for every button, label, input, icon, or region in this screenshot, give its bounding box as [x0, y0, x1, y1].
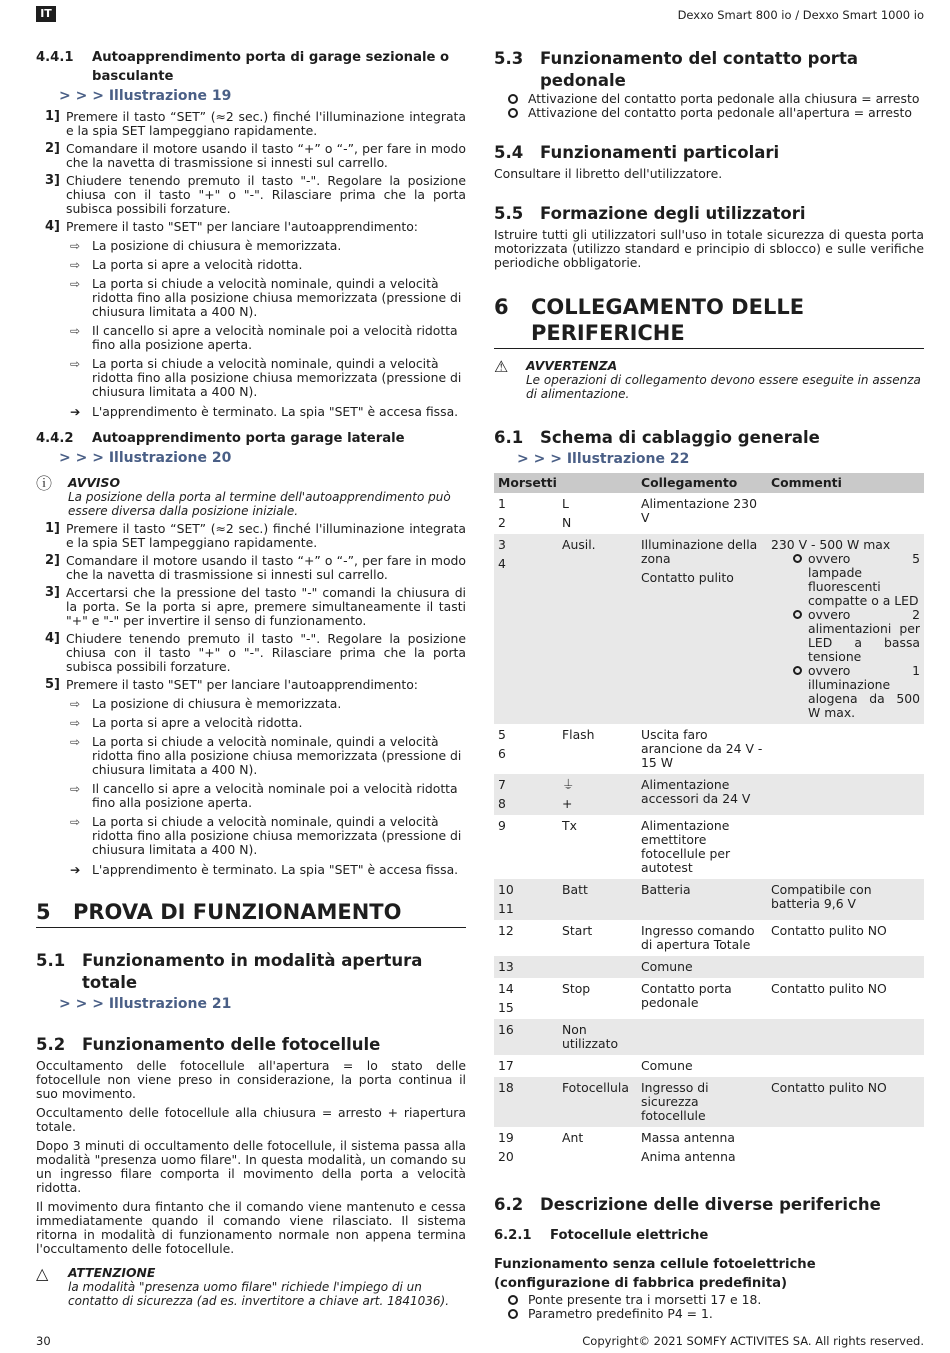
hollow-arrow-icon: ⇨ [70, 277, 81, 291]
result-item [36, 405, 466, 419]
comment-cell [767, 724, 924, 774]
table-header-row [494, 473, 924, 493]
terminal-name: Batt [562, 882, 588, 897]
notice-box [36, 476, 466, 518]
comment-cell [767, 956, 924, 978]
paragraphs [36, 1059, 466, 1256]
warning-body: la modalità "presenza uomo filare" richiede l'impiego di un contatto di sicurezza (ad es. invertitore a chiave art. 1841036). [68, 1280, 450, 1308]
step-item [36, 632, 466, 674]
heading-5-5: 5.5 Formazione degli utilizzatori [494, 204, 806, 223]
warning-heading: ATTENZIONE [68, 1265, 156, 1280]
bullet-list [494, 92, 924, 120]
terminal-number: 13 [498, 959, 514, 974]
terminal-cell [494, 1127, 558, 1168]
warning-box [494, 359, 924, 401]
illustration-ref[interactable]: > > > Illustrazione 21 [59, 996, 232, 1012]
step-number: 3] [45, 173, 60, 188]
connection-text: Ingresso comando di apertura Totale [641, 923, 755, 952]
connection-text: Comune [641, 1058, 693, 1073]
arrow-right-icon: ➔ [70, 404, 81, 419]
bullet-text: Attivazione del contatto porta pedonale all'apertura = arresto [528, 105, 912, 120]
result-item [36, 863, 466, 877]
connection-text: Uscita faro arancione da 24 V - 15 W [641, 727, 763, 770]
terminal-cell [494, 534, 558, 724]
language-badge: IT [36, 6, 56, 22]
running-header: Dexxo Smart 800 io / Dexxo Smart 1000 io [677, 8, 924, 22]
step-number: 4] [45, 219, 60, 234]
bullet-circle-icon [508, 1309, 518, 1319]
comment-bullet [771, 664, 920, 720]
paragraph: Occultamento delle fotocellule alla chiusura = arresto + riapertura totale. [36, 1105, 466, 1134]
connection-text: Alimentazione 230 V [641, 496, 757, 525]
table-row [494, 493, 924, 534]
connection-cell [637, 978, 767, 1019]
comment-cell [767, 879, 924, 920]
illustration-ref[interactable]: > > > Illustrazione 19 [59, 88, 232, 104]
chapter-heading: 6 COLLEGAMENTO DELLE PERIFERICHE [494, 294, 924, 349]
terminal-number: 5 [498, 727, 506, 742]
bullet-circle-icon [793, 554, 802, 563]
terminal-number: 15 [498, 1000, 514, 1015]
table-row [494, 956, 924, 978]
bullet-circle-icon [508, 94, 518, 104]
connection-cell [637, 1055, 767, 1077]
terminal-name-cell [558, 815, 637, 879]
connection-cell [637, 1019, 767, 1055]
substep-item [36, 697, 466, 711]
warning-triangle-icon: ⚠ [494, 357, 509, 376]
bullet-text: Ponte presente tra i morsetti 17 e 18. [528, 1292, 762, 1307]
substep-text: La porta si apre a velocità ridotta. [92, 257, 303, 272]
substep-text: La posizione di chiusura è memorizzata. [92, 696, 342, 711]
terminal-number: 1 [498, 496, 506, 511]
comment-cell [767, 920, 924, 956]
terminal-name-cell [558, 534, 637, 724]
connection-text: Contatto porta pedonale [641, 981, 732, 1010]
terminal-number: 3 [498, 537, 506, 552]
substep-item [36, 735, 466, 777]
notice-heading: AVVISO [68, 475, 120, 490]
terminal-number: 19 [498, 1130, 514, 1145]
terminal-name-cell [558, 879, 637, 920]
terminal-number: 8 [498, 796, 506, 811]
terminal-cell [494, 1055, 558, 1077]
comment-text: Contatto pulito NO [771, 981, 887, 996]
wiring-table [494, 473, 924, 1168]
heading-5-1: 5.1 Funzionamento in modalità apertura totale [36, 951, 423, 992]
bullet-item [494, 106, 924, 120]
terminal-cell [494, 774, 558, 815]
terminal-name: ⏚ [562, 777, 575, 792]
table-row [494, 1127, 924, 1168]
connection-text: Illuminazione della zona [641, 537, 758, 566]
substep-text: Il cancello si apre a velocità nominale poi a velocità ridotta fino alla posizione aperta. [92, 781, 458, 810]
terminal-name-cell [558, 920, 637, 956]
comment-text: Contatto pulito NO [771, 923, 887, 938]
connection-cell [637, 534, 767, 724]
step-number: 3] [45, 585, 60, 600]
step-item [36, 678, 466, 692]
illustration-ref[interactable]: > > > Illustrazione 20 [59, 450, 232, 466]
substep-text: La porta si chiude a velocità nominale, quindi a velocità ridotta fino alla posizione chiusa memorizzata (pressione di chiusura limitata a 400 N). [92, 356, 462, 399]
table-row [494, 724, 924, 774]
terminal-number: 20 [498, 1149, 514, 1164]
step-text: Premere il tasto "SET" per lanciare l'autoapprendimento: [66, 219, 418, 234]
comment-text: 230 V - 500 W max [771, 537, 891, 552]
heading-5-3: 5.3 Funzionamento del contatto porta pedonale [494, 49, 858, 90]
terminal-number: 16 [498, 1022, 514, 1037]
comment-bullet [771, 552, 920, 608]
comment-cell [767, 1019, 924, 1055]
table-row [494, 920, 924, 956]
step-number: 5] [45, 677, 60, 692]
terminal-name-cell [558, 956, 637, 978]
bullet-item [494, 1293, 924, 1307]
hollow-arrow-icon: ⇨ [70, 258, 81, 272]
bullet-circle-icon [793, 610, 802, 619]
heading-6-2-1: 6.2.1 Fotocellule elettriche [494, 1228, 709, 1243]
warning-triangle-icon: △ [36, 1264, 49, 1283]
bullet-text: Parametro predefinito P4 = 1. [528, 1306, 713, 1321]
substep-text: La porta si chiude a velocità nominale, quindi a velocità ridotta fino alla posizione chiusa memorizzata (pressione di chiusura limitata a 400 N). [92, 814, 462, 857]
terminal-name: Ant [562, 1130, 584, 1145]
hollow-arrow-icon: ⇨ [70, 815, 81, 829]
terminal-name-cell [558, 978, 637, 1019]
substep-text: La porta si chiude a velocità nominale, quindi a velocità ridotta fino alla posizione chiusa memorizzata (pressione di chiusura limitata a 400 N). [92, 734, 462, 777]
comment-bullet-text: ovvero 2 alimentazioni per LED a bassa tensione [808, 607, 920, 664]
step-text: Comandare il motore usando il tasto “+” o “-”, per fare in modo che la navetta di trasmissione si innesti sul carrello. [66, 141, 466, 170]
terminal-cell [494, 1019, 558, 1055]
warning-body: Le operazioni di collegamento devono essere eseguite in assenza di alimentazione. [526, 373, 921, 401]
column-header: Morsetti [494, 473, 637, 493]
step-item [36, 554, 466, 582]
heading-6-2: 6.2 Descrizione delle diverse periferiche [494, 1195, 881, 1214]
terminal-number: 2 [498, 515, 506, 530]
hollow-arrow-icon: ⇨ [70, 357, 81, 371]
terminal-name-cell [558, 724, 637, 774]
terminal-name-cell [558, 1055, 637, 1077]
connection-cell [637, 920, 767, 956]
connection-text: Ingresso di sicurezza fotocellule [641, 1080, 709, 1123]
terminal-number: 18 [498, 1080, 514, 1095]
hollow-arrow-icon: ⇨ [70, 782, 81, 796]
page-number: 30 [36, 1334, 51, 1348]
paragraph: Occultamento delle fotocellule all'apertura = lo stato delle fotocellule non viene preso in considerazione, la porta continua il suo movimento. [36, 1058, 466, 1101]
bullet-circle-icon [508, 1295, 518, 1305]
connection-text: Alimentazione emettitore fotocellule per autotest [641, 818, 731, 875]
step-item [36, 220, 466, 234]
arrow-right-icon: ➔ [70, 862, 81, 877]
hollow-arrow-icon: ⇨ [70, 716, 81, 730]
step-text: Chiudere tenendo premuto il tasto "-". Regolare la posizione chiusa con il tasto "+" o "-". Rilasciare prima che la porta subisca possibili forzature. [66, 631, 466, 674]
step-text: Premere il tasto “SET” (≈2 sec.) finché l'illuminazione integrata e la spia SET lampeggiano rapidamente. [66, 109, 466, 138]
paragraph: Dopo 3 minuti di occultamento delle fotocellule, il sistema passa alla modalità "presenza uomo filare". In questa modalità, un comando su un ingresso filare comporta il movimento della porta a velocità ridotta. [36, 1138, 466, 1195]
comment-bullet-text: ovvero 5 lampade fluorescenti compatte o a LED [808, 551, 920, 608]
terminal-name-cell [558, 1127, 637, 1168]
table-row [494, 534, 924, 724]
substep-item [36, 324, 466, 352]
hollow-arrow-icon: ⇨ [70, 239, 81, 253]
warning-heading: AVVERTENZA [526, 358, 618, 373]
connection-cell [637, 1127, 767, 1168]
info-icon: ⓘ [36, 474, 53, 493]
substep-text: La porta si apre a velocità ridotta. [92, 715, 303, 730]
hollow-arrow-icon: ⇨ [70, 324, 81, 338]
terminal-cell [494, 978, 558, 1019]
substep-text: La posizione di chiusura è memorizzata. [92, 238, 342, 253]
terminal-cell [494, 920, 558, 956]
step-number: 1] [45, 521, 60, 536]
substep-item [36, 258, 466, 272]
step-text: Premere il tasto "SET" per lanciare l'autoapprendimento: [66, 677, 418, 692]
left-column [36, 48, 466, 1308]
terminal-name: Ausil. [562, 537, 596, 552]
terminal-name: L [562, 496, 569, 511]
bullet-list [494, 1293, 924, 1321]
result-text: L'apprendimento è terminato. La spia "SET" è accesa fissa. [92, 404, 459, 419]
steps-list [36, 110, 466, 419]
comment-cell [767, 774, 924, 815]
step-text: Chiudere tenendo premuto il tasto "-". Regolare la posizione chiusa con il tasto "+" o "-". Rilasciare prima che la porta subisca possibili forzature. [66, 173, 466, 216]
terminal-name: Flash [562, 727, 595, 742]
substep-item [36, 239, 466, 253]
heading-4-4-1: 4.4.1 Autoapprendimento porta di garage sezionale o basculante [36, 50, 450, 84]
comment-cell [767, 815, 924, 879]
paragraph: Consultare il libretto dell'utilizzatore. [494, 166, 723, 181]
step-item [36, 174, 466, 216]
connection-text: Batteria [641, 882, 691, 897]
step-item [36, 586, 466, 628]
terminal-number: 10 [498, 882, 514, 897]
substep-text: Il cancello si apre a velocità nominale poi a velocità ridotta fino alla posizione aperta. [92, 323, 458, 352]
terminal-name-cell [558, 1019, 637, 1055]
step-number: 2] [45, 553, 60, 568]
hollow-arrow-icon: ⇨ [70, 735, 81, 749]
bullet-text: Attivazione del contatto porta pedonale alla chiusura = arresto [528, 91, 920, 106]
table-row [494, 1019, 924, 1055]
column-header: Collegamento [637, 473, 767, 493]
bullet-item [494, 92, 924, 106]
comment-cell [767, 1055, 924, 1077]
bullet-circle-icon [793, 666, 802, 675]
step-item [36, 522, 466, 550]
connection-cell [637, 493, 767, 534]
paragraph: Istruire tutti gli utilizzatori sull'uso in totale sicurezza di questa porta motorizzata (utilizzo standard e principio di sblocco) e sulle verifiche periodiche obbligatorie. [494, 227, 924, 270]
step-number: 1] [45, 109, 60, 124]
bullet-circle-icon [508, 108, 518, 118]
comment-cell [767, 534, 924, 724]
steps-list [36, 522, 466, 877]
comment-bullet [771, 608, 920, 664]
terminal-name-cell [558, 774, 637, 815]
heading-5-2: 5.2 Funzionamento delle fotocellule [36, 1035, 381, 1054]
connection-text: Anima antenna [641, 1149, 736, 1164]
comment-cell [767, 978, 924, 1019]
terminal-cell [494, 493, 558, 534]
terminal-cell [494, 1077, 558, 1127]
heading-6-1: 6.1 Schema di cablaggio generale [494, 428, 820, 447]
result-text: L'apprendimento è terminato. La spia "SET" è accesa fissa. [92, 862, 459, 877]
terminal-number: 14 [498, 981, 514, 996]
terminal-name: Stop [562, 981, 591, 996]
terminal-name-cell [558, 1077, 637, 1127]
table-row [494, 879, 924, 920]
step-text: Premere il tasto “SET” (≈2 sec.) finché l'illuminazione integrata e la spia SET lampeggiano rapidamente. [66, 521, 466, 550]
table-row [494, 978, 924, 1019]
connection-cell [637, 774, 767, 815]
connection-text: Alimentazione accessori da 24 V [641, 777, 751, 806]
terminal-number: 11 [498, 901, 514, 916]
terminal-name: + [562, 796, 573, 811]
terminal-name: Tx [562, 818, 577, 833]
step-number: 4] [45, 631, 60, 646]
terminal-number: 7 [498, 777, 506, 792]
heading-4-4-2: 4.4.2 Autoapprendimento porta garage laterale [36, 431, 405, 446]
comment-bullet-text: ovvero 1 illuminazione alogena da 500 W max. [808, 663, 920, 720]
subheading: Funzionamento senza cellule fotoelettriche (configurazione di fabbrica predefinita) [494, 1257, 816, 1291]
comment-cell [767, 1127, 924, 1168]
connection-cell [637, 815, 767, 879]
warning-box [36, 1266, 466, 1308]
terminal-cell [494, 956, 558, 978]
substep-item [36, 815, 466, 857]
chapter-heading: 5 PROVA DI FUNZIONAMENTO [36, 899, 466, 928]
terminal-cell [494, 815, 558, 879]
column-header: Commenti [767, 473, 924, 493]
substep-item [36, 716, 466, 730]
terminal-number: 17 [498, 1058, 514, 1073]
terminal-number: 9 [498, 818, 506, 833]
connection-text: Comune [641, 959, 693, 974]
terminal-number: 6 [498, 746, 506, 761]
connection-text: Massa antenna [641, 1130, 735, 1145]
substep-item [36, 782, 466, 810]
comment-cell [767, 1077, 924, 1127]
right-column [494, 48, 924, 1321]
illustration-ref[interactable]: > > > Illustrazione 22 [517, 451, 690, 467]
terminal-cell [494, 879, 558, 920]
step-text: Comandare il motore usando il tasto “+” o “-”, per fare in modo che la navetta di trasmissione si innesti sul carrello. [66, 553, 466, 582]
comment-cell [767, 493, 924, 534]
terminal-name: Non utilizzato [562, 1022, 619, 1051]
paragraph: Il movimento dura fintanto che il comando viene mantenuto e cessa immediatamente quando il comando viene rilasciato. Il sistema ritorna in modalità di funzionamento normale non appena termina l'occultamento delle fotocellule. [36, 1199, 466, 1256]
step-item [36, 110, 466, 138]
step-item [36, 142, 466, 170]
terminal-name: Start [562, 923, 593, 938]
comment-text: Contatto pulito NO [771, 1080, 887, 1095]
terminal-name-cell [558, 493, 637, 534]
connection-cell [637, 956, 767, 978]
terminal-name: N [562, 515, 572, 530]
heading-5-4: 5.4 Funzionamenti particolari [494, 143, 780, 162]
substep-item [36, 357, 466, 399]
connection-text: Contatto pulito [641, 570, 734, 585]
bullet-item [494, 1307, 924, 1321]
connection-cell [637, 724, 767, 774]
terminal-number: 4 [498, 556, 506, 571]
notice-body: La posizione della porta al termine dell'autoapprendimento può essere diversa dalla posizione iniziale. [68, 490, 451, 518]
table-row [494, 1077, 924, 1127]
terminal-number: 12 [498, 923, 514, 938]
terminal-cell [494, 724, 558, 774]
table-row [494, 1055, 924, 1077]
connection-cell [637, 1077, 767, 1127]
step-text: Accertarsi che la pressione del tasto "-" comandi la chiusura di la porta. Se la porta si apre, premere simultaneamente il tasti "+" e "-" per invertire il senso di funzionamento. [66, 585, 466, 628]
terminal-name: Fotocellula [562, 1080, 629, 1095]
substep-item [36, 277, 466, 319]
copyright: Copyright© 2021 SOMFY ACTIVITES SA. All rights reserved. [582, 1334, 924, 1348]
connection-cell [637, 879, 767, 920]
comment-text: Compatibile con batteria 9,6 V [771, 882, 872, 911]
table-row [494, 815, 924, 879]
hollow-arrow-icon: ⇨ [70, 697, 81, 711]
substep-text: La porta si chiude a velocità nominale, quindi a velocità ridotta fino alla posizione chiusa memorizzata (pressione di chiusura limitata a 400 N). [92, 276, 462, 319]
step-number: 2] [45, 141, 60, 156]
table-row [494, 774, 924, 815]
